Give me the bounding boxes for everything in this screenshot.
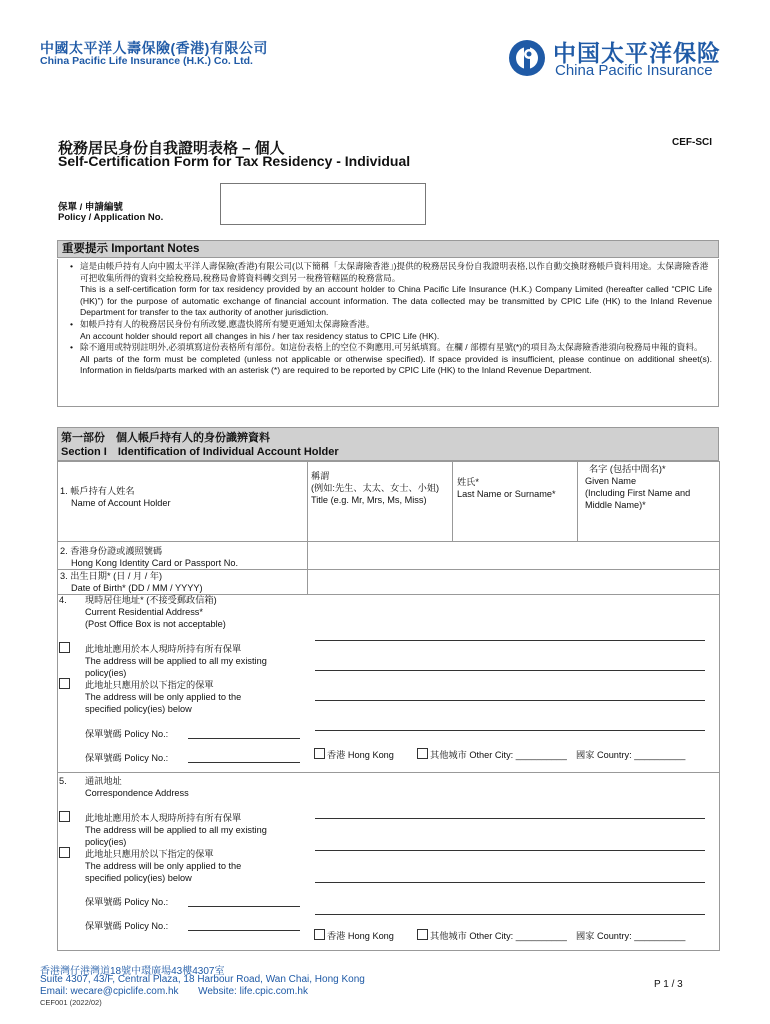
footer-address-cn: 香港灣仔港灣道18號中環廣場43樓4307室 <box>40 966 225 977</box>
table-row-id <box>58 542 720 570</box>
last-name-label-en: Last Name or Surname* <box>457 489 556 499</box>
residential-country-label: 國家 Country: __________ <box>576 750 686 760</box>
address-all-policies-cn: 此地址應用於本人現時所持有所有保單 <box>85 644 242 654</box>
policy-number-field[interactable] <box>220 183 426 225</box>
residential-other-city-checkbox[interactable] <box>417 748 428 759</box>
important-notes-heading: 重要提示 Important Notes <box>57 240 719 258</box>
address-specified-policies-en-2: specified policy(ies) below <box>85 704 192 714</box>
corr-all-policies-label <box>85 812 267 848</box>
dob-label-cn: 3. 出生日期* (日 / 月 / 年) <box>60 571 163 581</box>
title-field[interactable] <box>308 462 453 542</box>
footer-email[interactable]: Email: wecare@cpiclife.com.hk <box>40 986 179 997</box>
table-row-dob <box>58 570 720 595</box>
id-number-field[interactable] <box>308 542 720 570</box>
corr-all-policies-en: The address will be applied to all my existing <box>85 825 267 835</box>
correspondence-number: 5. <box>59 776 67 786</box>
residential-hk-checkbox[interactable] <box>314 748 325 759</box>
address-all-policies-en: The address will be applied to all my existing <box>85 656 267 666</box>
corr-all-policies-cn: 此地址應用於本人現時所持有所有保單 <box>85 813 242 823</box>
form-title-cn: 稅務居民身份自我證明表格 – 個人 <box>58 140 285 157</box>
residential-address-line-1[interactable] <box>315 640 705 641</box>
policy-no-input-1[interactable] <box>188 738 300 739</box>
policy-no-label-4: 保單號碼 Policy No.: <box>85 921 169 931</box>
given-name-label-cn: 名字 (包括中間名)* <box>589 464 666 474</box>
dob-field[interactable] <box>308 570 720 595</box>
note-2-en: An account holder should report all changes in his / her tax residency status to CPIC Life (HK). <box>80 330 440 341</box>
corr-all-policies-en-2: policy(ies) <box>85 837 127 847</box>
given-name-label-en-2: (Including First Name and <box>585 488 691 498</box>
form-title-en: Self-Certification Form for Tax Residency - Individual <box>58 153 411 169</box>
dob-label-cell <box>58 570 308 595</box>
corr-specified-policies-cn: 此地址只應用於以下指定的保單 <box>85 849 214 859</box>
corr-specified-policies-en-2: specified policy(ies) below <box>85 873 192 883</box>
section-1-heading-en: Section I Identification of Individual Account Holder <box>61 446 339 458</box>
residential-city-options <box>314 748 685 761</box>
address-specified-policies-cn: 此地址只應用於以下指定的保單 <box>85 680 214 690</box>
name-label-cell <box>58 462 308 542</box>
id-label-cell <box>58 542 308 570</box>
footer-contact <box>40 986 308 997</box>
address-all-policies-en-2: policy(ies) <box>85 668 127 678</box>
note-2-cn: • 如帳戶持有人的稅務居民身份有所改變,應盡快將所有變更通知太保壽險香港。 <box>70 319 712 331</box>
correspondence-address-label-cn: 通訊地址 <box>85 776 122 786</box>
dob-label-en: Date of Birth* (DD / MM / YYYY) <box>71 583 203 593</box>
footer-form-ref: CEF001 (2022/02) <box>40 998 102 1007</box>
policy-no-label-2: 保單號碼 Policy No.: <box>85 753 169 763</box>
note-3-en: All parts of the form must be completed (unless not applicable or otherwise specified). If space provided is insufficient, please continue on additional sheet(s). Information in fields/parts marked with an asterisk (*) are required to be reported by CPIC Life (HK) to the Inland Revenue Department. <box>80 353 712 376</box>
table-row-name <box>58 462 720 542</box>
policy-no-label-1: 保單號碼 Policy No.: <box>85 729 169 739</box>
correspondence-address-line-2[interactable] <box>315 850 705 851</box>
correspondence-address-label <box>85 775 189 799</box>
logo-text-en: China Pacific Insurance <box>555 62 713 79</box>
policy-no-input-4[interactable] <box>188 930 300 931</box>
corr-country-label: 國家 Country: __________ <box>576 931 686 941</box>
section-1-heading-cn: 第一部份 個人帳戶持有人的身份識辨資料 <box>61 432 270 444</box>
correspondence-city-options <box>314 929 685 942</box>
given-name-field[interactable] <box>578 462 720 542</box>
policy-label-en: Policy / Application No. <box>58 212 164 223</box>
residential-address-line-2[interactable] <box>315 670 705 671</box>
residential-address-label-cn: 現時居住地址* (不接受郵政信箱) <box>85 595 217 605</box>
policy-no-input-2[interactable] <box>188 762 300 763</box>
last-name-label-cn: 姓氏* <box>457 477 479 487</box>
residential-address-label-en-2: (Post Office Box is not acceptable) <box>85 619 226 629</box>
id-label-cn: 2. 香港身份證或護照號碼 <box>60 546 163 556</box>
name-label-cn: 1. 帳戶持有人姓名 <box>60 486 135 496</box>
note-3-cn: • 除不適用或特別註明外,必須填寫這份表格所有部份。如這份表格上的空位不夠應用,可另紙填寫。在欄 / 部標有星號(*)的項目為太保壽險香港須向稅務局申報的資料。 <box>70 342 712 354</box>
corr-other-city-checkbox[interactable] <box>417 929 428 940</box>
corr-hk-label: 香港 Hong Kong <box>327 931 394 941</box>
policy-no-label-3: 保單號碼 Policy No.: <box>85 897 169 907</box>
corr-specified-policies-en: The address will be only applied to the <box>85 861 242 871</box>
company-name-en: China Pacific Life Insurance (H.K.) Co. Ltd. <box>40 55 253 67</box>
correspondence-address-label-en: Correspondence Address <box>85 788 189 798</box>
address-specified-policies-label <box>85 679 241 715</box>
correspondence-address-line-4[interactable] <box>315 914 705 915</box>
title-label-en: Title (e.g. Mr, Mrs, Ms, Miss) <box>311 495 427 505</box>
address-number: 4. <box>59 595 67 605</box>
corr-hk-checkbox[interactable] <box>314 929 325 940</box>
policy-label-cn: 保單 / 申請編號 <box>58 202 123 213</box>
page-number: P 1 / 3 <box>654 979 683 990</box>
residential-hk-label: 香港 Hong Kong <box>327 750 394 760</box>
name-label-en: Name of Account Holder <box>71 498 171 508</box>
given-name-label-en: Given Name <box>585 476 637 486</box>
footer-website[interactable]: Website: life.cpic.com.hk <box>198 986 308 997</box>
corr-specified-policies-checkbox[interactable] <box>59 847 70 858</box>
address-all-policies-label <box>85 643 267 679</box>
id-label-en: Hong Kong Identity Card or Passport No. <box>71 558 238 568</box>
corr-all-policies-checkbox[interactable] <box>59 811 70 822</box>
cpic-logo-icon <box>507 38 547 78</box>
company-name-cn: 中國太平洋人壽保險(香港)有限公司 <box>40 40 268 56</box>
form-code: CEF-SCI <box>672 137 712 148</box>
address-specified-policies-checkbox[interactable] <box>59 678 70 689</box>
given-name-label-en-3: Middle Name)* <box>585 500 646 510</box>
residential-other-city-label: 其他城市 Other City: __________ <box>430 750 567 760</box>
section-1-heading <box>57 427 719 461</box>
note-1-en: This is a self-certification form for tax residency provided by an account holder to China Pacific Life Insurance (H.K.) Company Limited (hereafter called “CPIC Life (HK)”) for the purpose of automatic exchange of financial account information. The data collected may be transmitted by CPIC Life (HK) to the Inland Revenue Department for transfer to the tax authority of another jurisdiction. <box>80 284 712 318</box>
important-notes <box>57 259 719 407</box>
note-1-cn: • 這是由帳戶持有人向中國太平洋人壽保險(香港)有限公司(以下簡稱「太保壽險香港」)提供的稅務居民身份自我證明表格,以作自動交換財務帳戶資料用途。太保壽險香港可把收集所得的資料交給稅務局,稅務局會將資料轉交到另一稅務管轄區的稅務當局。 <box>70 261 712 284</box>
corr-specified-policies-label <box>85 848 241 884</box>
corr-other-city-label: 其他城市 Other City: __________ <box>430 931 567 941</box>
logo-text-cn: 中国太平洋保险 <box>553 40 721 66</box>
title-label-cn: 稱謂 <box>311 471 330 481</box>
title-label-cn-2: (例如:先生、太太、女士、小姐) <box>311 483 440 493</box>
policy-no-input-3[interactable] <box>188 906 300 907</box>
residential-address-label <box>85 594 226 630</box>
footer-address-en: Suite 4307, 43/F, Central Plaza, 18 Harbour Road, Wan Chai, Hong Kong <box>40 974 365 985</box>
address-all-policies-checkbox[interactable] <box>59 642 70 653</box>
residential-address-line-3[interactable] <box>315 700 705 701</box>
residential-address-label-en: Current Residential Address* <box>85 607 203 617</box>
address-specified-policies-en: The address will be only applied to the <box>85 692 242 702</box>
correspondence-address-line-1[interactable] <box>315 818 705 819</box>
correspondence-address-line-3[interactable] <box>315 882 705 883</box>
residential-address-line-4[interactable] <box>315 730 705 731</box>
last-name-field[interactable] <box>453 462 578 542</box>
